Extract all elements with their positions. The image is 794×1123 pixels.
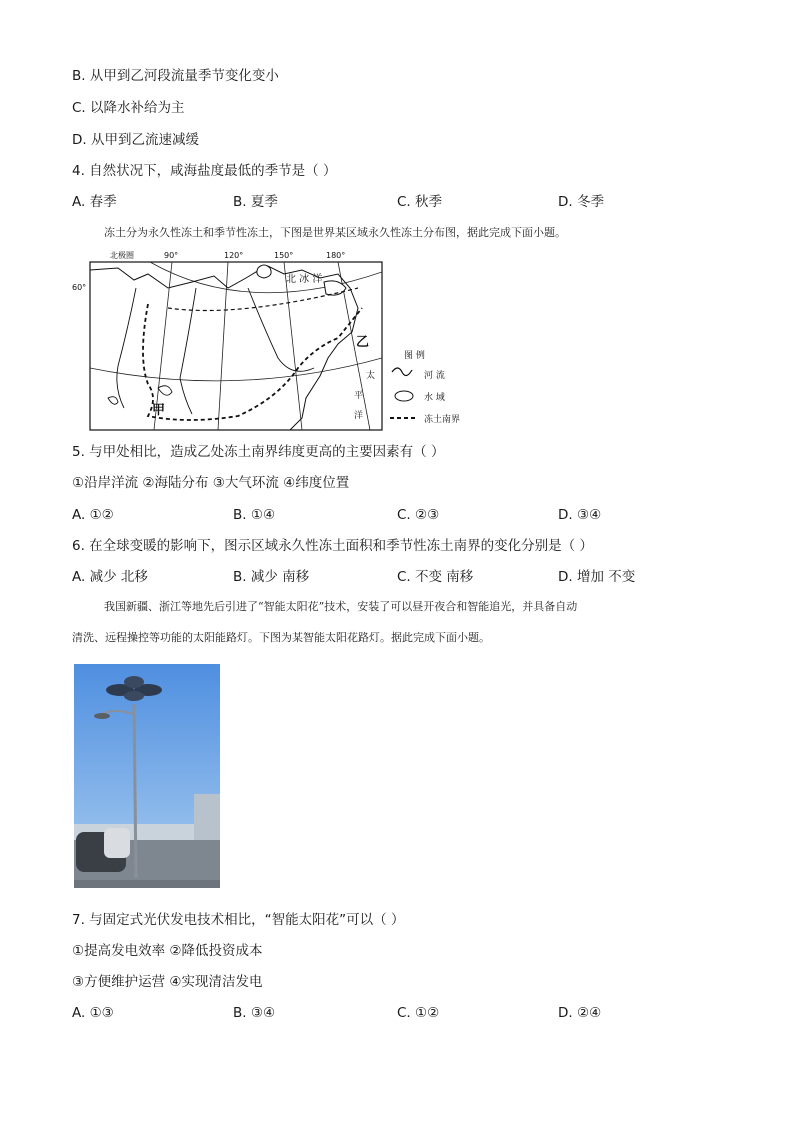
q7-choices-1: ①提高发电效率 ②降低投资成本 <box>72 943 263 959</box>
label-pacific-2: 平 <box>354 391 364 401</box>
q6-option-b: B. 减少 南移 <box>233 569 310 585</box>
passage-solar-line2: 清洗、远程操控等功能的太阳能路灯。下图为某智能太阳花路灯。据此完成下面小题。 <box>72 631 490 644</box>
legend-title: 图 例 <box>404 351 425 361</box>
map-label-arctic-circle: 北极圈 <box>110 251 134 260</box>
permafrost-map <box>72 248 470 432</box>
q4-option-a: A. 春季 <box>72 194 117 210</box>
q5-option-d: D. ③④ <box>558 507 602 523</box>
q4-option-b: B. 夏季 <box>233 194 278 210</box>
q3-option-d: D. 从甲到乙流速减缓 <box>72 132 199 148</box>
q6-option-c: C. 不变 南移 <box>397 569 474 585</box>
legend-river-icon <box>392 368 412 376</box>
q7-choices-2: ③方便维护运营 ④实现清洁发电 <box>72 974 263 990</box>
q7-option-d: D. ②④ <box>558 1005 602 1021</box>
q6-stem: 6. 在全球变暖的影响下，图示区域永久性冻土面积和季节性冻土南界的变化分别是（ ） <box>72 538 593 554</box>
q7-option-b: B. ③④ <box>233 1005 276 1021</box>
solar-lamp-photo <box>74 664 220 888</box>
q7-stem: 7. 与固定式光伏发电技术相比，“智能太阳花”可以（ ） <box>72 912 405 928</box>
q6-option-a: A. 减少 北移 <box>72 569 148 585</box>
q4-option-d: D. 冬季 <box>558 194 604 210</box>
map-label-60: 60° <box>72 283 87 292</box>
label-jia: 甲 <box>152 403 166 418</box>
lamp-head <box>94 713 110 719</box>
q7-option-a: A. ①③ <box>72 1005 114 1021</box>
label-pacific-3: 洋 <box>354 411 364 421</box>
q3-option-c: C. 以降水补给为主 <box>72 100 185 116</box>
map-label-150: 150° <box>274 251 294 260</box>
map-label-180: 180° <box>326 251 346 260</box>
map-label-90: 90° <box>164 251 179 260</box>
legend-boundary-label: 冻土南界 <box>424 415 461 425</box>
legend-river-label: 河 流 <box>424 371 445 381</box>
q6-option-d: D. 增加 不变 <box>558 569 636 585</box>
q3-option-b: B. 从甲到乙河段流量季节变化变小 <box>72 68 279 84</box>
caption-strip <box>74 880 220 888</box>
passage-permafrost: 冻土分为永久性冻土和季节性冻土，下图是世界某区域永久性冻土分布图，据此完成下面小题。 <box>104 226 566 239</box>
lamp-pole <box>134 704 136 878</box>
label-yi: 乙 <box>356 335 370 350</box>
legend-water-label: 水 域 <box>424 393 445 403</box>
q5-option-b: B. ①④ <box>233 507 276 523</box>
map-label-120: 120° <box>224 251 244 260</box>
label-arctic-ocean: 北 冰 洋 <box>286 274 323 285</box>
legend-water-icon <box>395 391 413 401</box>
building-right <box>194 794 220 844</box>
q4-option-c: C. 秋季 <box>397 194 443 210</box>
passage-solar-line1: 我国新疆、浙江等地先后引进了“智能太阳花”技术，安装了可以昼开夜合和智能追光，并具备自动 <box>104 600 578 613</box>
q5-option-a: A. ①② <box>72 507 114 523</box>
island-shape <box>257 265 271 278</box>
q4-stem: 4. 自然状况下，咸海盐度最低的季节是（ ） <box>72 163 337 179</box>
q7-option-c: C. ①② <box>397 1005 440 1021</box>
q5-stem: 5. 与甲处相比，造成乙处冻土南界纬度更高的主要因素有（ ） <box>72 444 445 460</box>
label-pacific-1: 太 <box>366 371 376 381</box>
q5-option-c: C. ②③ <box>397 507 440 523</box>
q5-choices: ①沿岸洋流 ②海陆分布 ③大气环流 ④纬度位置 <box>72 475 350 491</box>
parked-car-white <box>104 828 130 858</box>
